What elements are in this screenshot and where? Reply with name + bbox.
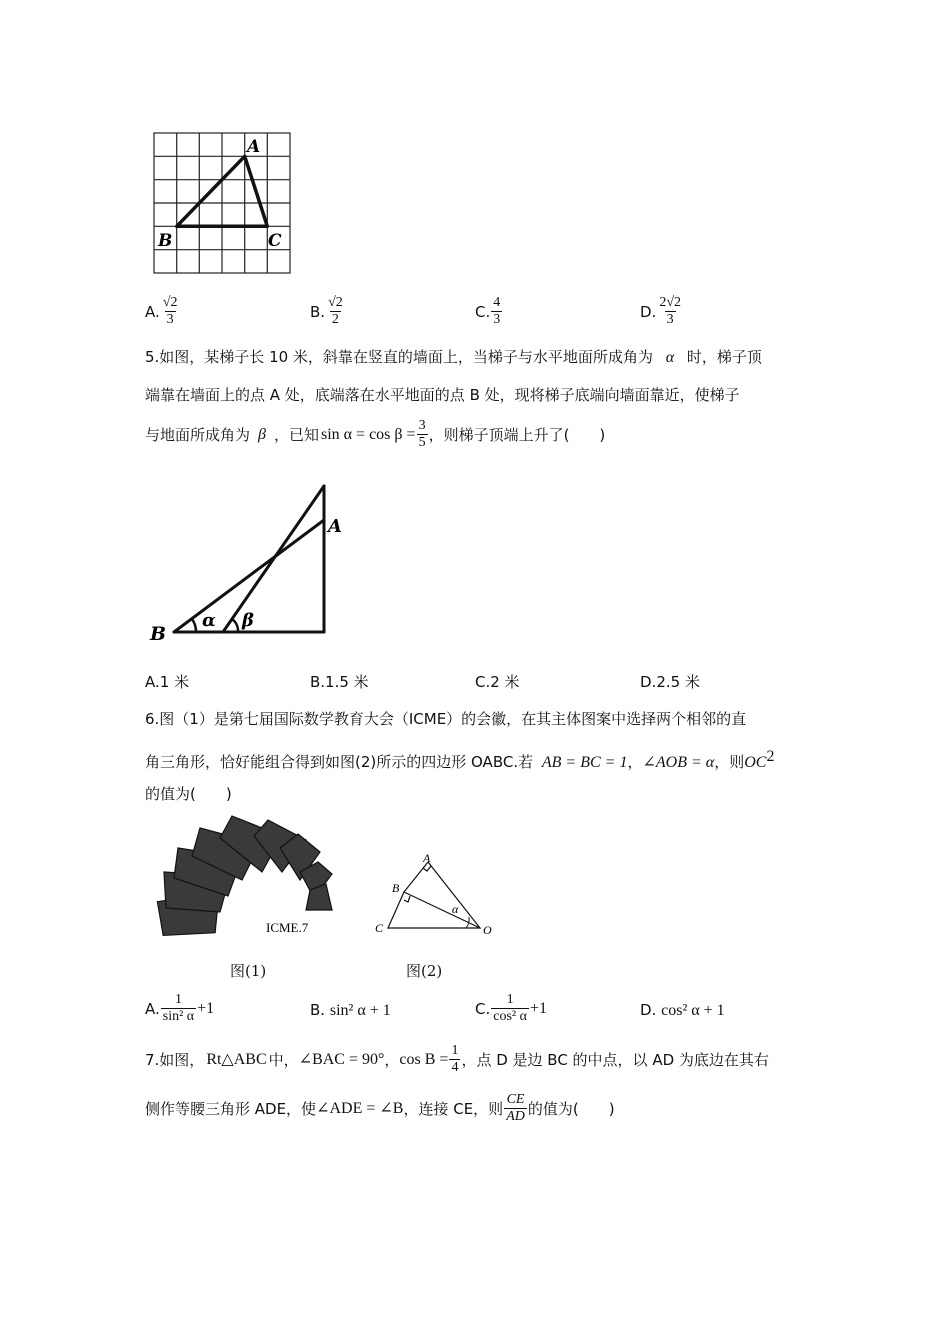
- point-o-label: O: [483, 923, 492, 937]
- q6-option-a[interactable]: A. $\frac{1}{\text{sin² α}}$ +1: [145, 992, 215, 1024]
- angle-alpha-label: α: [452, 902, 459, 916]
- point-b-label: B: [150, 623, 167, 645]
- point-c-label: C: [375, 921, 384, 935]
- angle-alpha-label: α: [202, 610, 216, 631]
- icme-logo-text: ICME.7: [266, 920, 309, 935]
- point-a-label: A: [247, 137, 261, 157]
- q4-option-b[interactable]: B. $\frac{√2}{2}$: [310, 295, 343, 327]
- q7-line-1: 7.如图， Rt△ABC 中， ∠BAC = 90° ， cos B = $\frac{1}{4}$ ，点 D 是边 BC 的中点，以 AD 为底边在其右: [145, 1043, 769, 1075]
- q5-ladder-figure: [148, 480, 358, 650]
- point-b-label: B: [392, 881, 400, 895]
- q6-line-3: 的值为( ): [145, 785, 232, 803]
- q6-line-2: 角三角形，恰好能组合得到如图(2)所示的四边形 OABC.若 AB = BC = 1，∠AOB = α，则$OC^2$: [145, 748, 775, 771]
- q5-option-a[interactable]: A.1 米: [145, 673, 190, 691]
- q5-option-c[interactable]: C.2 米: [475, 673, 520, 691]
- point-a-label: A: [423, 852, 431, 865]
- q6-option-d[interactable]: D. cos² α + 1: [640, 1001, 725, 1019]
- angle-beta-label: β: [242, 610, 254, 631]
- q5-line-2: 端靠在墙面上的点 A 处，底端落在水平地面的点 B 处，现将梯子底端向墙面靠近，使梯子: [145, 386, 740, 404]
- q4-option-a[interactable]: A. $\frac{√2}{3}$: [145, 295, 178, 327]
- figure-2-caption: 图(2): [406, 962, 443, 980]
- q6-option-b[interactable]: B. sin² α + 1: [310, 1001, 391, 1019]
- icme-logo-figure: [150, 812, 345, 942]
- point-b-label: B: [158, 231, 173, 251]
- q4-option-c[interactable]: C. $\frac{4}{3}$: [475, 295, 501, 327]
- q5-line-3: 与地面所成角为 β ，已知 sin α = cos β = $\frac{3}{5}$ ，则梯子顶端上升了( ): [145, 418, 606, 450]
- point-a-label: A: [328, 516, 342, 537]
- q7-line-2: 侧作等腰三角形 ADE，使 ∠ADE = ∠B ，连接 CE，则 $\frac{CE}{AD}$ 的值为( ): [145, 1092, 615, 1124]
- q5-option-d[interactable]: D.2.5 米: [640, 673, 700, 691]
- q4-grid-figure: [150, 130, 295, 278]
- q5-option-b[interactable]: B.1.5 米: [310, 673, 369, 691]
- q5-line-1: 5.如图，某梯子长 10 米，斜靠在竖直的墙面上，当梯子与水平地面所成角为 α 时，梯子顶: [145, 348, 762, 366]
- q4-option-d[interactable]: D. $\frac{2√2}{3}$: [640, 295, 682, 327]
- figure-1-caption: 图(1): [230, 962, 267, 980]
- q6-option-c[interactable]: C. $\frac{1}{\text{cos² α}}$ +1: [475, 992, 547, 1024]
- quadrilateral-oabc-figure: [370, 852, 500, 942]
- q6-line-1: 6.图（1）是第七届国际数学教育大会（ICME）的会徽，在其主体图案中选择两个相邻的直: [145, 710, 747, 728]
- point-c-label: C: [268, 231, 282, 251]
